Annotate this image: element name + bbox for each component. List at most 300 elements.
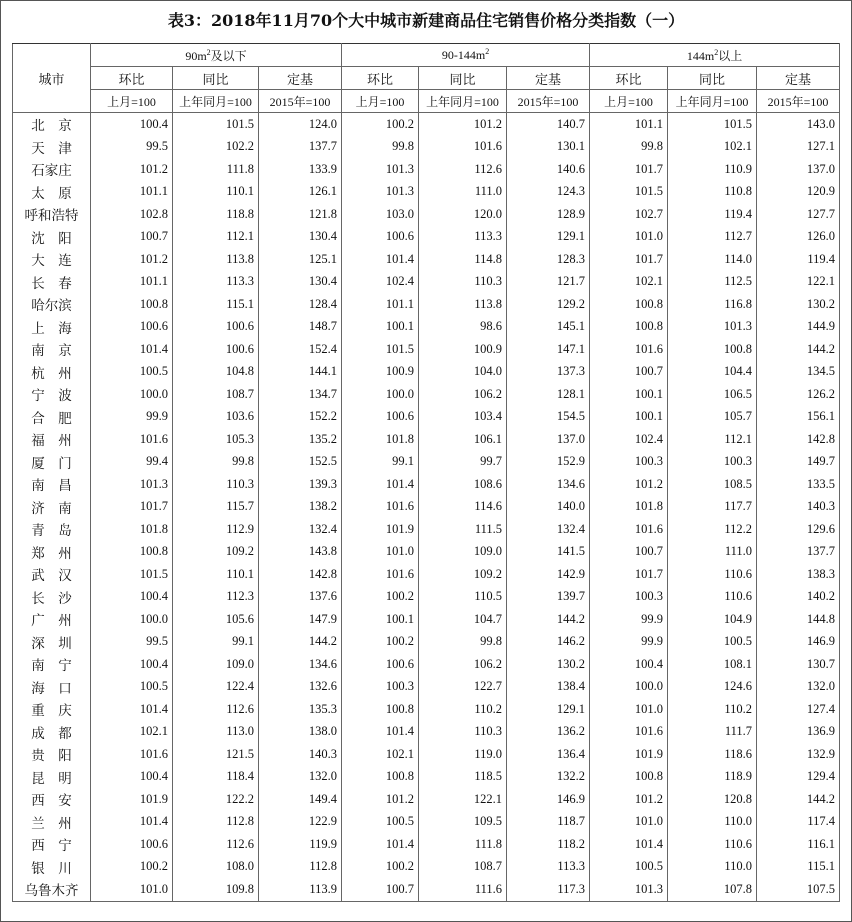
city-name: 合 肥: [13, 406, 91, 429]
city-name: 呼和浩特: [13, 203, 91, 226]
index-value: 122.1: [419, 788, 507, 811]
table-row: [13, 698, 840, 721]
index-value: 113.0: [173, 721, 259, 744]
index-value: 111.0: [419, 181, 507, 204]
index-value: 110.6: [668, 833, 757, 856]
index-value: 101.1: [91, 181, 173, 204]
table-row: [13, 361, 840, 384]
index-value: 100.8: [91, 293, 173, 316]
table-row: [13, 518, 840, 541]
city-name: 南 京: [13, 338, 91, 361]
index-value: 113.3: [507, 856, 590, 879]
index-value: 101.1: [590, 113, 668, 136]
index-value: 101.0: [590, 226, 668, 249]
index-value: 101.4: [342, 473, 419, 496]
index-value: 115.1: [173, 293, 259, 316]
index-value: 101.2: [590, 788, 668, 811]
index-value: 101.7: [590, 563, 668, 586]
index-value: 111.0: [668, 541, 757, 564]
index-value: 101.3: [91, 473, 173, 496]
index-value: 100.8: [590, 316, 668, 339]
index-value: 111.7: [668, 721, 757, 744]
index-value: 102.8: [91, 203, 173, 226]
index-value: 101.6: [419, 136, 507, 159]
index-value: 146.9: [757, 631, 840, 654]
index-value: 109.0: [419, 541, 507, 564]
table-row: [13, 878, 840, 901]
index-value: 112.6: [173, 833, 259, 856]
index-value: 104.0: [419, 361, 507, 384]
index-value: 117.4: [757, 811, 840, 834]
index-value: 135.2: [259, 428, 342, 451]
index-value: 107.8: [668, 878, 757, 901]
index-value: 100.4: [91, 766, 173, 789]
index-value: 101.5: [668, 113, 757, 136]
index-value: 132.4: [507, 518, 590, 541]
table-row: [13, 653, 840, 676]
city-name: 厦 门: [13, 451, 91, 474]
index-value: 113.8: [419, 293, 507, 316]
index-value: 100.6: [91, 316, 173, 339]
index-value: 111.5: [419, 518, 507, 541]
city-column-header: 城市: [13, 44, 91, 113]
index-value: 99.8: [173, 451, 259, 474]
index-value: 118.7: [507, 811, 590, 834]
index-value: 99.9: [590, 631, 668, 654]
index-value: 101.3: [668, 316, 757, 339]
index-value: 108.7: [173, 383, 259, 406]
index-value: 119.0: [419, 743, 507, 766]
index-value: 125.1: [259, 248, 342, 271]
index-value: 156.1: [757, 406, 840, 429]
index-value: 101.4: [342, 248, 419, 271]
index-value: 148.7: [259, 316, 342, 339]
index-value: 110.6: [668, 586, 757, 609]
index-value: 140.2: [757, 586, 840, 609]
city-name: 西 宁: [13, 833, 91, 856]
index-value: 124.0: [259, 113, 342, 136]
index-value: 124.3: [507, 181, 590, 204]
index-value: 101.4: [342, 721, 419, 744]
table-body: [13, 113, 840, 902]
index-value: 152.5: [259, 451, 342, 474]
index-value: 118.2: [507, 833, 590, 856]
index-value: 118.5: [419, 766, 507, 789]
index-value: 114.6: [419, 496, 507, 519]
index-value: 130.4: [259, 271, 342, 294]
index-value: 127.1: [757, 136, 840, 159]
index-value: 99.7: [419, 451, 507, 474]
index-value: 137.6: [259, 586, 342, 609]
index-value: 152.9: [507, 451, 590, 474]
index-value: 136.4: [507, 743, 590, 766]
index-value: 104.9: [668, 608, 757, 631]
index-value: 100.7: [590, 541, 668, 564]
index-value: 101.6: [590, 338, 668, 361]
index-value: 101.1: [342, 293, 419, 316]
group-header-medium: $90-144m^2$: [342, 44, 590, 67]
index-value: 112.1: [173, 226, 259, 249]
index-value: 152.4: [259, 338, 342, 361]
city-name: 哈尔滨: [13, 293, 91, 316]
index-value: 108.7: [419, 856, 507, 879]
index-value: 113.3: [419, 226, 507, 249]
subheader-fixed-base: 定基: [259, 67, 342, 90]
index-value: 100.7: [590, 361, 668, 384]
city-name: 青 岛: [13, 518, 91, 541]
city-name: 上 海: [13, 316, 91, 339]
subheader-mom: 环比: [590, 67, 668, 90]
index-value: 110.1: [173, 181, 259, 204]
table-row: [13, 631, 840, 654]
index-value: 116.1: [757, 833, 840, 856]
index-value: 140.6: [507, 158, 590, 181]
index-value: 101.4: [342, 833, 419, 856]
index-value: 128.1: [507, 383, 590, 406]
index-value: 101.2: [91, 158, 173, 181]
index-value: 126.0: [757, 226, 840, 249]
group-header-large: $144m^2$以上: [590, 44, 840, 67]
price-index-table: [12, 43, 840, 902]
index-value: 119.4: [668, 203, 757, 226]
table-row: [13, 203, 840, 226]
index-value: 130.7: [757, 653, 840, 676]
table-row: [13, 158, 840, 181]
index-value: 113.3: [173, 271, 259, 294]
index-value: 114.8: [419, 248, 507, 271]
index-value: 101.0: [590, 811, 668, 834]
table-row: [13, 226, 840, 249]
index-value: 137.7: [259, 136, 342, 159]
index-value: 132.4: [259, 518, 342, 541]
index-value: 108.6: [419, 473, 507, 496]
index-value: 100.8: [91, 541, 173, 564]
index-value: 129.4: [757, 766, 840, 789]
index-value: 105.7: [668, 406, 757, 429]
index-value: 98.6: [419, 316, 507, 339]
city-name: 长 沙: [13, 586, 91, 609]
index-value: 102.1: [668, 136, 757, 159]
table-row: [13, 248, 840, 271]
index-value: 112.9: [173, 518, 259, 541]
city-name: 深 圳: [13, 631, 91, 654]
index-value: 99.1: [173, 631, 259, 654]
table-row: [13, 451, 840, 474]
index-value: 100.8: [668, 338, 757, 361]
index-value: 101.4: [590, 833, 668, 856]
index-value: 100.7: [91, 226, 173, 249]
table-row: [13, 271, 840, 294]
index-value: 137.0: [757, 158, 840, 181]
city-name: 福 州: [13, 428, 91, 451]
index-value: 118.4: [173, 766, 259, 789]
index-value: 144.2: [259, 631, 342, 654]
index-value: 137.3: [507, 361, 590, 384]
table-row: [13, 743, 840, 766]
index-value: 135.3: [259, 698, 342, 721]
index-value: 101.5: [91, 563, 173, 586]
index-value: 100.5: [668, 631, 757, 654]
city-name: 石家庄: [13, 158, 91, 181]
index-value: 101.0: [91, 878, 173, 901]
index-value: 119.9: [259, 833, 342, 856]
index-value: 110.5: [419, 586, 507, 609]
index-value: 100.2: [342, 586, 419, 609]
index-value: 134.7: [259, 383, 342, 406]
index-value: 113.8: [173, 248, 259, 271]
index-value: 144.9: [757, 316, 840, 339]
index-value: 101.2: [590, 473, 668, 496]
index-value: 101.0: [590, 698, 668, 721]
index-value: 142.9: [507, 563, 590, 586]
index-value: 130.2: [507, 653, 590, 676]
index-value: 100.1: [590, 383, 668, 406]
index-value: 100.1: [342, 608, 419, 631]
index-value: 112.5: [668, 271, 757, 294]
base-label-2015: 2015年=100: [259, 90, 342, 113]
index-value: 101.6: [342, 563, 419, 586]
index-value: 124.6: [668, 676, 757, 699]
table-row: [13, 496, 840, 519]
index-value: 101.3: [342, 181, 419, 204]
index-value: 144.1: [259, 361, 342, 384]
index-value: 137.0: [507, 428, 590, 451]
table-row: [13, 541, 840, 564]
index-value: 154.5: [507, 406, 590, 429]
index-value: 99.8: [419, 631, 507, 654]
index-value: 109.5: [419, 811, 507, 834]
table-row: [13, 563, 840, 586]
index-value: 138.4: [507, 676, 590, 699]
index-value: 122.4: [173, 676, 259, 699]
index-value: 140.3: [757, 496, 840, 519]
index-value: 111.6: [419, 878, 507, 901]
table-row: [13, 338, 840, 361]
index-value: 136.9: [757, 721, 840, 744]
index-value: 144.2: [507, 608, 590, 631]
index-value: 136.2: [507, 721, 590, 744]
index-value: 149.4: [259, 788, 342, 811]
index-value: 149.7: [757, 451, 840, 474]
index-value: 100.1: [590, 406, 668, 429]
index-value: 106.2: [419, 653, 507, 676]
index-value: 120.0: [419, 203, 507, 226]
index-value: 130.1: [507, 136, 590, 159]
index-value: 100.2: [91, 856, 173, 879]
base-label-2015: 2015年=100: [507, 90, 590, 113]
table-row: [13, 383, 840, 406]
group-header-small: $90m^2$及以下: [91, 44, 342, 67]
index-value: 113.9: [259, 878, 342, 901]
index-value: 118.6: [668, 743, 757, 766]
base-label-2015: 2015年=100: [757, 90, 840, 113]
index-value: 112.6: [173, 698, 259, 721]
index-value: 101.0: [342, 541, 419, 564]
index-value: 145.1: [507, 316, 590, 339]
base-label-prev-year: 上年同月=100: [668, 90, 757, 113]
index-value: 100.3: [590, 586, 668, 609]
index-value: 147.1: [507, 338, 590, 361]
index-value: 133.5: [757, 473, 840, 496]
index-value: 108.0: [173, 856, 259, 879]
index-value: 146.9: [507, 788, 590, 811]
table-row: [13, 676, 840, 699]
index-value: 110.0: [668, 811, 757, 834]
index-value: 147.9: [259, 608, 342, 631]
index-value: 101.1: [91, 271, 173, 294]
index-value: 100.6: [342, 406, 419, 429]
index-value: 101.5: [342, 338, 419, 361]
index-value: 101.6: [91, 743, 173, 766]
city-name: 宁 波: [13, 383, 91, 406]
index-value: 100.3: [342, 676, 419, 699]
index-value: 130.4: [259, 226, 342, 249]
city-name: 昆 明: [13, 766, 91, 789]
table-row: [13, 586, 840, 609]
index-value: 102.1: [590, 271, 668, 294]
index-value: 122.7: [419, 676, 507, 699]
index-value: 111.8: [173, 158, 259, 181]
index-value: 110.0: [668, 856, 757, 879]
table-row: [13, 113, 840, 136]
index-value: 127.7: [757, 203, 840, 226]
index-value: 102.2: [173, 136, 259, 159]
index-value: 108.5: [668, 473, 757, 496]
index-value: 103.6: [173, 406, 259, 429]
city-name: 南 宁: [13, 653, 91, 676]
index-value: 99.9: [91, 406, 173, 429]
city-name: 大 连: [13, 248, 91, 271]
table-row: [13, 856, 840, 879]
index-value: 101.3: [590, 878, 668, 901]
index-value: 116.8: [668, 293, 757, 316]
index-value: 100.0: [91, 608, 173, 631]
index-value: 128.4: [259, 293, 342, 316]
index-value: 101.6: [342, 496, 419, 519]
index-value: 110.6: [668, 563, 757, 586]
index-value: 110.3: [419, 721, 507, 744]
index-value: 112.6: [419, 158, 507, 181]
index-value: 114.0: [668, 248, 757, 271]
index-value: 100.9: [342, 361, 419, 384]
index-value: 101.9: [91, 788, 173, 811]
index-value: 100.8: [590, 766, 668, 789]
table-row: [13, 721, 840, 744]
index-value: 138.2: [259, 496, 342, 519]
index-value: 110.3: [173, 473, 259, 496]
index-value: 101.8: [342, 428, 419, 451]
index-value: 117.3: [507, 878, 590, 901]
index-value: 110.2: [419, 698, 507, 721]
index-value: 100.1: [342, 316, 419, 339]
index-value: 122.2: [173, 788, 259, 811]
index-value: 109.2: [173, 541, 259, 564]
city-name: 广 州: [13, 608, 91, 631]
index-value: 102.4: [342, 271, 419, 294]
city-name: 重 庆: [13, 698, 91, 721]
index-value: 121.5: [173, 743, 259, 766]
index-value: 102.1: [342, 743, 419, 766]
city-name: 天 津: [13, 136, 91, 159]
index-value: 101.8: [91, 518, 173, 541]
index-value: 119.4: [757, 248, 840, 271]
city-name: 兰 州: [13, 811, 91, 834]
index-value: 100.4: [91, 113, 173, 136]
table-row: [13, 181, 840, 204]
index-value: 101.7: [590, 158, 668, 181]
index-value: 130.2: [757, 293, 840, 316]
index-value: 101.4: [91, 338, 173, 361]
index-value: 104.4: [668, 361, 757, 384]
index-value: 132.0: [259, 766, 342, 789]
index-value: 99.1: [342, 451, 419, 474]
index-value: 112.7: [668, 226, 757, 249]
index-value: 142.8: [757, 428, 840, 451]
index-value: 99.4: [91, 451, 173, 474]
index-value: 100.3: [590, 451, 668, 474]
index-value: 101.6: [91, 428, 173, 451]
index-value: 110.9: [668, 158, 757, 181]
index-value: 112.8: [173, 811, 259, 834]
index-value: 141.5: [507, 541, 590, 564]
base-label-prev-year: 上年同月=100: [419, 90, 507, 113]
index-value: 101.2: [342, 788, 419, 811]
index-value: 133.9: [259, 158, 342, 181]
index-value: 101.5: [173, 113, 259, 136]
index-value: 138.3: [757, 563, 840, 586]
index-value: 99.8: [342, 136, 419, 159]
index-value: 105.6: [173, 608, 259, 631]
index-value: 111.8: [419, 833, 507, 856]
index-value: 134.6: [259, 653, 342, 676]
index-value: 128.9: [507, 203, 590, 226]
index-value: 126.1: [259, 181, 342, 204]
index-value: 137.7: [757, 541, 840, 564]
index-value: 102.1: [91, 721, 173, 744]
index-value: 143.0: [757, 113, 840, 136]
index-value: 103.4: [419, 406, 507, 429]
index-value: 128.3: [507, 248, 590, 271]
index-value: 102.4: [590, 428, 668, 451]
index-value: 112.1: [668, 428, 757, 451]
index-value: 101.4: [91, 811, 173, 834]
index-value: 103.0: [342, 203, 419, 226]
index-value: 139.3: [259, 473, 342, 496]
index-value: 140.3: [259, 743, 342, 766]
index-value: 110.8: [668, 181, 757, 204]
index-value: 109.2: [419, 563, 507, 586]
index-value: 143.8: [259, 541, 342, 564]
index-value: 129.1: [507, 698, 590, 721]
city-name: 太 原: [13, 181, 91, 204]
index-value: 126.2: [757, 383, 840, 406]
subheader-yoy: 同比: [668, 67, 757, 90]
index-value: 146.2: [507, 631, 590, 654]
city-name: 济 南: [13, 496, 91, 519]
city-name: 长 春: [13, 271, 91, 294]
index-value: 140.0: [507, 496, 590, 519]
index-value: 100.0: [91, 383, 173, 406]
table-row: [13, 136, 840, 159]
index-value: 152.2: [259, 406, 342, 429]
index-value: 122.1: [757, 271, 840, 294]
index-value: 105.3: [173, 428, 259, 451]
index-value: 139.7: [507, 586, 590, 609]
index-value: 100.8: [590, 293, 668, 316]
index-value: 101.5: [590, 181, 668, 204]
city-name: 郑 州: [13, 541, 91, 564]
index-value: 100.2: [342, 856, 419, 879]
